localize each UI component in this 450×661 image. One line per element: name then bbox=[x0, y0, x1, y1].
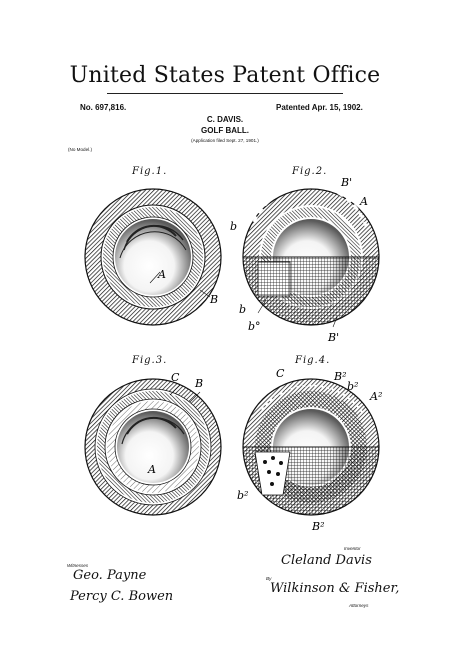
label-fig1-A: A bbox=[158, 268, 166, 281]
label-fig2-A: A bbox=[360, 195, 368, 208]
label-fig3-A: A bbox=[148, 463, 156, 476]
attorneys-label: Attorneys bbox=[349, 603, 369, 608]
figure-3-drawing bbox=[85, 379, 221, 515]
attorneys-signature: Wilkinson & Fisher, bbox=[270, 581, 400, 596]
label-fig4-A2: A² bbox=[370, 390, 383, 403]
label-fig4-C: C bbox=[276, 367, 285, 380]
label-fig2-B1b: B' bbox=[328, 331, 340, 344]
label-fig1-B: B bbox=[210, 293, 219, 306]
fig-1-label: Fig.1. bbox=[132, 166, 168, 177]
label-fig2-b: b bbox=[230, 220, 238, 233]
model-note: (No Model.) bbox=[68, 147, 92, 152]
inventor-name: C. DAVIS. bbox=[206, 115, 244, 124]
fig-2-label: Fig.2. bbox=[292, 166, 328, 177]
fig-4-label: Fig.4. bbox=[295, 355, 331, 366]
by-label: By bbox=[266, 576, 272, 581]
label-fig2-B1: B' bbox=[341, 176, 353, 189]
inventor-label: Inventor bbox=[344, 546, 361, 551]
label-fig2-b0: b° bbox=[248, 320, 261, 333]
label-fig3-B: B bbox=[195, 377, 204, 390]
witnesses-label: Witnesses bbox=[67, 563, 89, 568]
invention-title: GOLF BALL. bbox=[201, 126, 249, 135]
label-fig4-b2a: b² bbox=[347, 380, 359, 393]
fig-3-label: Fig.3. bbox=[132, 355, 168, 366]
figure-4-drawing bbox=[243, 379, 379, 517]
label-fig4-B2: B² bbox=[334, 370, 347, 383]
patented-date: Patented Apr. 15, 1902. bbox=[276, 103, 363, 112]
label-fig4-B2b: B² bbox=[312, 520, 325, 533]
label-fig4-b2b: b² bbox=[237, 489, 249, 502]
witness-1-signature: Geo. Payne bbox=[73, 568, 147, 583]
patent-number: No. 697,816. bbox=[80, 103, 127, 112]
figure-2-drawing bbox=[243, 185, 379, 327]
inventor-signature: Cleland Davis bbox=[281, 553, 372, 568]
figure-1-drawing bbox=[85, 189, 221, 325]
label-fig3-C: C bbox=[171, 371, 180, 384]
label-fig2-b1: b bbox=[239, 303, 247, 316]
application-filed: (Application filed Sept. 27, 1901.) bbox=[191, 138, 259, 143]
office-title: United States Patent Office bbox=[69, 63, 381, 88]
witness-2-signature: Percy C. Bowen bbox=[70, 589, 174, 604]
